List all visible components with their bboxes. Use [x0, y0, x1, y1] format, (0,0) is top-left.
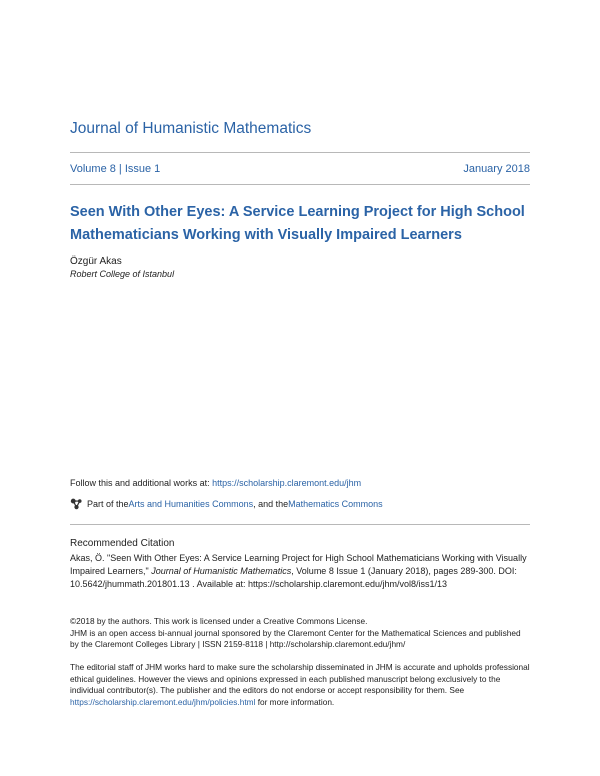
part-of-line — [70, 497, 383, 510]
editorial-text: The editorial staff of JHM works hard to make sure the scholarship disseminated in JHM is accurate and upholds professional ethical guidelines. However the views and opinions expressed in each published manuscript belong exclusively to the individual contributor(s). The publisher and the editors do not endorse or accept responsibility for them. See — [70, 662, 530, 695]
author-affiliation: Robert College of Istanbul — [70, 269, 175, 279]
follow-link[interactable]: https://scholarship.claremont.edu/jhm — [212, 478, 362, 488]
issue-divider — [70, 184, 530, 185]
follow-line — [70, 478, 361, 488]
editorial-block — [70, 662, 530, 708]
arts-humanities-commons-link[interactable]: Arts and Humanities Commons — [128, 498, 254, 509]
part-of-prefix: Part of the — [87, 498, 129, 509]
commons-network-icon — [70, 497, 83, 510]
volume-issue: Volume 8 | Issue 1 — [70, 163, 161, 175]
citation-heading: Recommended Citation — [70, 538, 175, 549]
article-title: Seen With Other Eyes: A Service Learning Project for High School Mathematicians Working with Visually Impaired Learners — [70, 204, 525, 243]
issue-info — [70, 163, 530, 175]
follow-prefix: Follow this and additional works at: — [70, 478, 213, 488]
citation-text — [70, 552, 530, 591]
citation-journal: Journal of Humanistic Mathematics — [151, 566, 292, 576]
license-line-1: ©2018 by the authors. This work is licensed under a Creative Commons License. — [70, 616, 368, 626]
author-name: Özgür Akas — [70, 256, 122, 267]
citation-divider — [70, 524, 530, 525]
editorial-suffix: for more information. — [255, 696, 335, 707]
header-divider — [70, 152, 530, 153]
issue-date: January 2018 — [463, 163, 530, 175]
license-line-2: JHM is an open access bi-annual journal sponsored by the Claremont Center for the Mathematical Sciences and published by the Claremont Colleges Library | ISSN 2159-8118 | http://scholarship.claremont.edu/jhm/ — [70, 627, 521, 649]
journal-name: Journal of Humanistic Mathematics — [70, 120, 312, 137]
policies-link[interactable]: https://scholarship.claremont.edu/jhm/policies.html — [70, 696, 256, 707]
part-of-middle: , and the — [253, 498, 289, 509]
citation-text-1: Akas, Ö. "Seen With Other Eyes: A Service Learning Project for High School Mathematicians Working with Visually Impaired Learners," — [70, 553, 527, 576]
mathematics-commons-link[interactable]: Mathematics Commons — [288, 498, 383, 509]
citation-text-2: , Volume 8 Issue 1 (January 2018), pages 289-300. DOI: 10.5642/jhummath.201801.13 . Available at: https://scholarship.claremont.edu/jhm/vol8/iss1/13 — [70, 566, 517, 589]
license-block — [70, 616, 530, 651]
